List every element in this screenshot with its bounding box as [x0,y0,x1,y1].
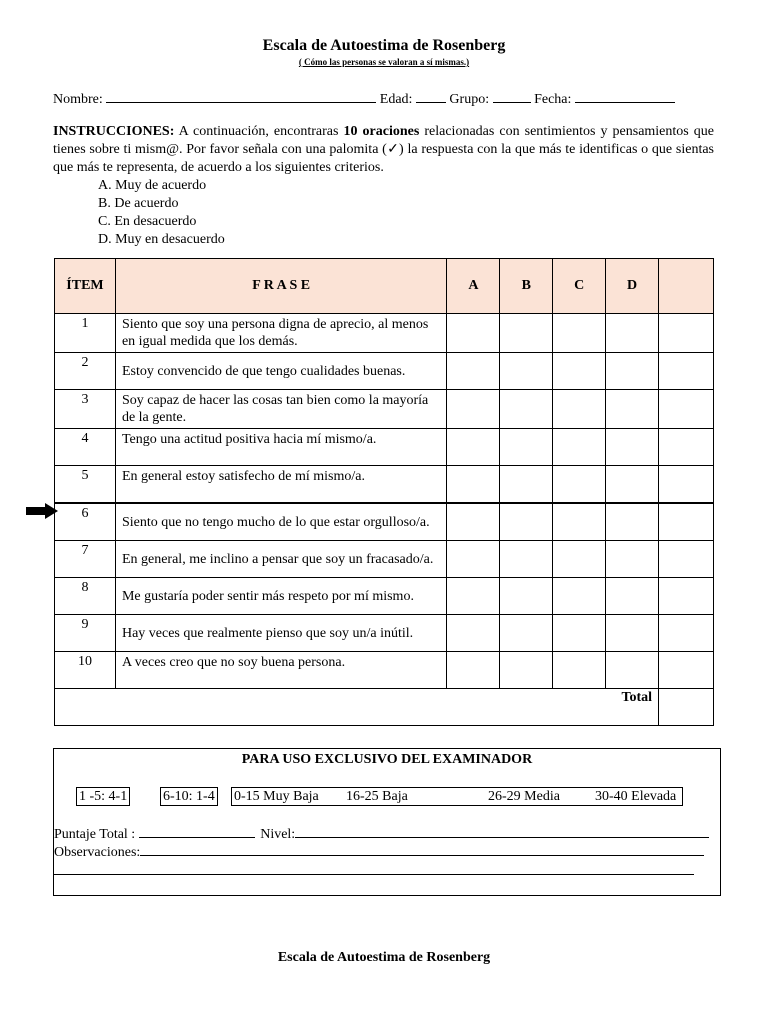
answer-cell-a[interactable] [447,314,500,353]
answer-cell-b[interactable] [500,615,553,652]
table-row [55,429,714,466]
footer-title: Escala de Autoestima de Rosenberg [277,950,491,965]
item-phrase: Soy capaz de hacer las cosas tan bien como la mayoría de la gente. [115,390,446,429]
answer-cell-a[interactable] [447,652,500,689]
total-score-line [54,823,709,843]
answer-cell-c[interactable] [553,466,606,504]
student-info-fields [53,88,675,108]
answer-cell-a[interactable] [447,466,500,504]
answer-cell-b[interactable] [500,541,553,578]
score-cell[interactable] [659,615,714,652]
group-label: Grupo: [449,92,490,107]
criteria-item: C. En desacuerdo [98,214,197,229]
answer-cell-c[interactable] [553,652,606,689]
item-number: 7 [55,541,116,578]
score-cell[interactable] [659,578,714,615]
total-cell[interactable] [659,689,714,726]
item-number: 8 [55,578,116,615]
scoring-rule-2: 6-10: 1-4 [160,787,218,806]
instructions-text-1: A continuación, encontraras [174,124,344,139]
items-table [54,258,714,726]
instructions-count: 10 oraciones [343,124,420,139]
answer-cell-c[interactable] [553,390,606,429]
answer-cell-b[interactable] [500,390,553,429]
item-phrase: Estoy convencido de que tengo cualidades buenas. [115,353,446,390]
score-cell[interactable] [659,652,714,689]
answer-cell-b[interactable] [500,429,553,466]
answer-cell-a[interactable] [447,353,500,390]
answer-cell-d[interactable] [606,503,659,541]
answer-cell-d[interactable] [606,314,659,353]
answer-cell-d[interactable] [606,615,659,652]
examiner-section [53,748,721,896]
answer-cell-a[interactable] [447,503,500,541]
age-label: Edad: [379,92,413,107]
header-phrase: F R A S E [115,259,446,314]
answer-cell-d[interactable] [606,578,659,615]
page-title: Escala de Autoestima de Rosenberg [262,37,506,54]
header-a: A [447,259,500,314]
item-phrase: A veces creo que no soy buena persona. [115,652,446,689]
answer-cell-b[interactable] [500,466,553,504]
table-row [55,503,714,541]
level-medium: 26-29 Media [488,789,560,804]
criteria-list [98,177,225,249]
item-number: 10 [55,652,116,689]
item-number: 5 [55,466,116,504]
observations-extra-line[interactable] [54,874,694,875]
answer-cell-c[interactable] [553,578,606,615]
criteria-item: A. Muy de acuerdo [98,178,207,193]
table-row [55,314,714,353]
answer-cell-d[interactable] [606,353,659,390]
score-cell[interactable] [659,314,714,353]
instructions-paragraph [53,123,714,177]
header-item: ÍTEM [55,259,116,314]
level-low: 16-25 Baja [346,789,408,804]
item-phrase: Hay veces que realmente pienso que soy un/a inútil. [115,615,446,652]
score-cell[interactable] [659,503,714,541]
examiner-title: PARA USO EXCLUSIVO DEL EXAMINADOR [241,752,533,767]
total-score-label: Puntaje Total : [54,827,136,842]
levels-box [231,787,683,806]
table-row [55,652,714,689]
total-row [55,689,714,726]
answer-cell-b[interactable] [500,578,553,615]
answer-cell-a[interactable] [447,429,500,466]
item-phrase: Siento que soy una persona digna de aprecio, al menos en igual medida que los demás. [115,314,446,353]
age-field[interactable] [416,88,446,103]
answer-cell-c[interactable] [553,541,606,578]
name-field[interactable] [106,88,376,103]
item-phrase: Me gustaría poder sentir más respeto por mí mismo. [115,578,446,615]
name-label: Nombre: [53,92,103,107]
item-number: 9 [55,615,116,652]
score-cell[interactable] [659,541,714,578]
answer-cell-a[interactable] [447,390,500,429]
answer-cell-b[interactable] [500,503,553,541]
scoring-rule-1: 1 -5: 4-1 [76,787,130,806]
item-phrase: En general estoy satisfecho de mí mismo/a. [115,466,446,504]
table-row [55,353,714,390]
answer-cell-a[interactable] [447,541,500,578]
answer-cell-d[interactable] [606,652,659,689]
item-number: 4 [55,429,116,466]
answer-cell-c[interactable] [553,615,606,652]
answer-cell-b[interactable] [500,353,553,390]
answer-cell-c[interactable] [553,429,606,466]
answer-cell-c[interactable] [553,503,606,541]
page-subtitle: ( Cómo las personas se valoran a sí mismas.) [298,57,470,67]
date-field[interactable] [575,88,675,103]
table-row [55,615,714,652]
score-cell[interactable] [659,429,714,466]
header-d: D [606,259,659,314]
header-b: B [500,259,553,314]
answer-cell-d[interactable] [606,541,659,578]
answer-cell-a[interactable] [447,615,500,652]
answer-cell-d[interactable] [606,429,659,466]
criteria-item: B. De acuerdo [98,196,179,211]
table-header-row [55,259,714,314]
answer-cell-c[interactable] [553,353,606,390]
table-row [55,466,714,504]
total-label: Total [55,689,659,726]
score-cell[interactable] [659,466,714,504]
item-number: 3 [55,390,116,429]
observations-line [54,841,704,861]
level-high: 30-40 Elevada [595,789,677,804]
table-row [55,578,714,615]
group-field[interactable] [493,88,531,103]
observations-label: Observaciones: [54,845,141,860]
answer-cell-b[interactable] [500,314,553,353]
answer-cell-a[interactable] [447,578,500,615]
instructions-text-2: relacionadas con sentimientos y pensamientos que tienes sobre ti mism@. Por favor señala con una palomita (✓) la respuesta con la que más te identificas o que sientas que más te representa, de acuerdo a los siguientes criterios. [53,124,715,175]
header-c: C [553,259,606,314]
item-phrase: Siento que no tengo mucho de lo que estar orgulloso/a. [115,503,446,541]
answer-cell-b[interactable] [500,652,553,689]
total-score-field[interactable] [139,823,255,838]
criteria-item: D. Muy en desacuerdo [98,232,225,247]
observations-field[interactable] [140,841,704,856]
table-row [55,541,714,578]
level-field[interactable] [295,823,709,838]
item-number: 2 [55,353,116,390]
answer-cell-d[interactable] [606,390,659,429]
answer-cell-c[interactable] [553,314,606,353]
level-label: Nivel: [260,827,296,842]
score-cell[interactable] [659,353,714,390]
item-phrase: Tengo una actitud positiva hacia mí mismo/a. [115,429,446,466]
instructions-label: INSTRUCCIONES: [53,124,175,139]
date-label: Fecha: [534,92,572,107]
item-number: 6 [55,503,116,541]
table-row [55,390,714,429]
header-score [659,259,714,314]
score-cell[interactable] [659,390,714,429]
answer-cell-d[interactable] [606,466,659,504]
item-number: 1 [55,314,116,353]
level-very-low: 0-15 Muy Baja [234,789,319,804]
item-phrase: En general, me inclino a pensar que soy un fracasado/a. [115,541,446,578]
